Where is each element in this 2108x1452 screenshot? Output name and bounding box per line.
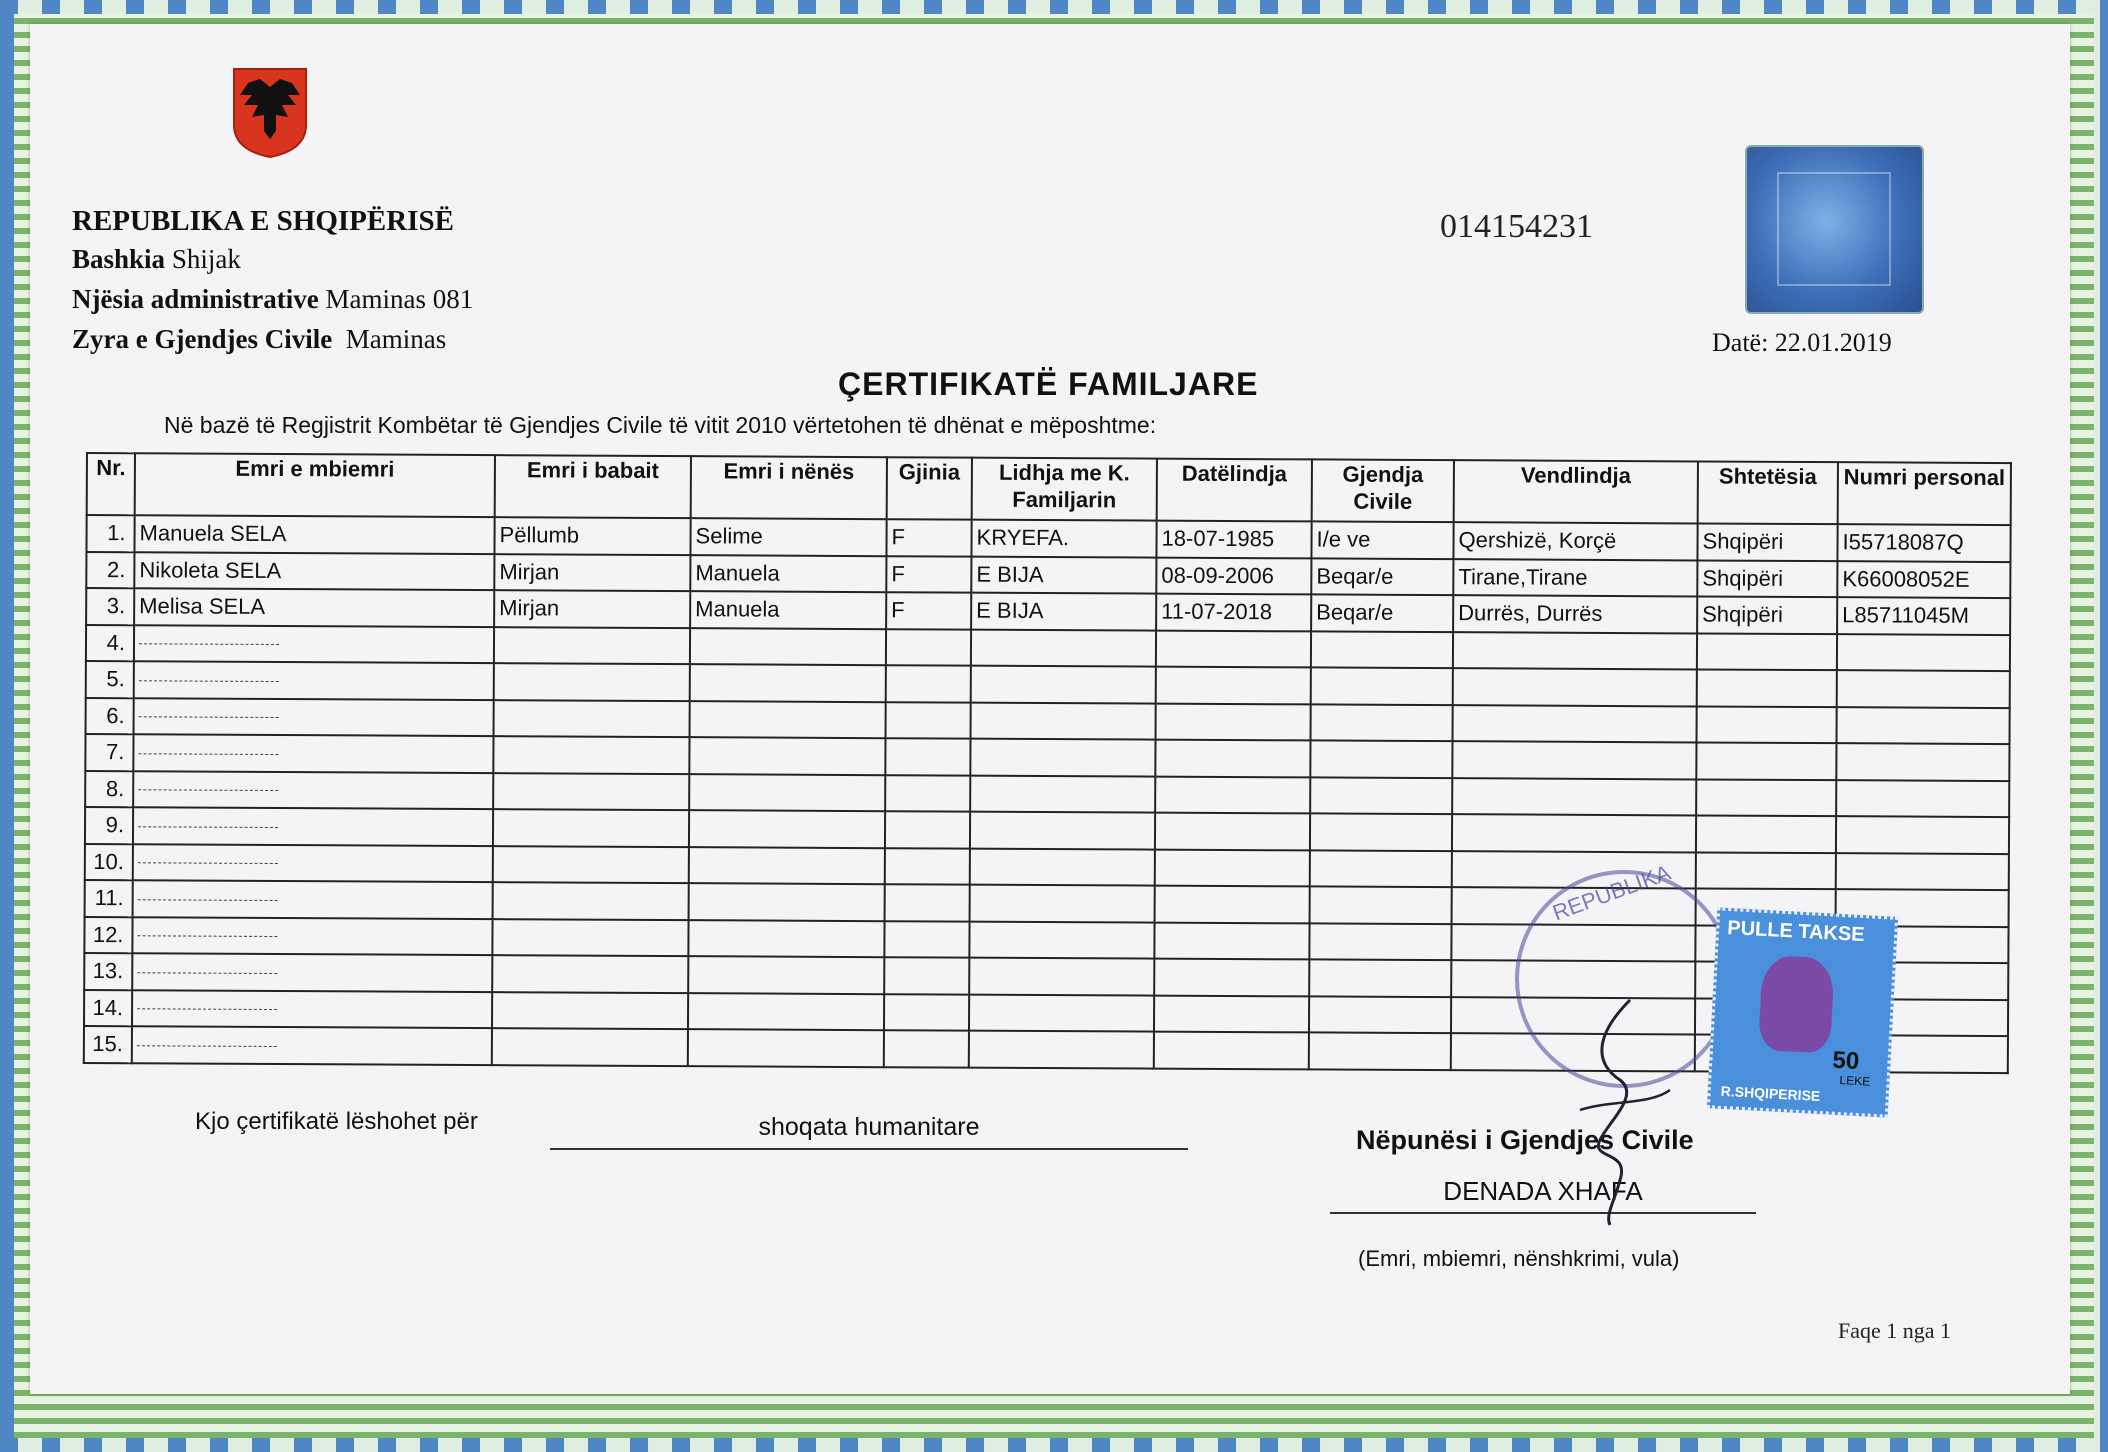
table-cell-civil bbox=[1310, 850, 1452, 887]
column-header: Vendlindja bbox=[1454, 460, 1698, 523]
table-cell-father bbox=[493, 882, 689, 920]
column-header: Numri personal bbox=[1838, 462, 2011, 525]
table-cell-gender: F bbox=[886, 519, 971, 556]
table-cell-name: Nikoleta SELA bbox=[134, 552, 494, 590]
table-cell-dob bbox=[1156, 667, 1311, 704]
table-cell-father bbox=[493, 809, 689, 847]
table-cell-relation: E BIJA bbox=[971, 556, 1156, 593]
table-cell-nr: 8. bbox=[85, 771, 133, 808]
table-cell-birthplace bbox=[1452, 814, 1696, 852]
table-cell-name bbox=[132, 1026, 492, 1064]
table-cell-father: Mirjan bbox=[494, 554, 690, 592]
blank-dashes bbox=[138, 753, 278, 755]
table-cell-name bbox=[132, 990, 492, 1028]
table-cell-name bbox=[134, 698, 494, 736]
office-line bbox=[72, 324, 446, 355]
issued-for-underline bbox=[550, 1148, 1188, 1150]
table-cell-civil bbox=[1310, 886, 1452, 923]
table-cell-gender bbox=[885, 811, 970, 848]
office-value: Maminas bbox=[345, 324, 447, 354]
table-cell-relation: E BIJA bbox=[971, 593, 1156, 630]
signature-icon bbox=[1560, 990, 1680, 1230]
table-cell-birthplace bbox=[1452, 778, 1696, 816]
column-header: Lidhja me K. Familjarin bbox=[972, 458, 1157, 521]
table-cell-relation bbox=[970, 812, 1155, 849]
table-cell-nr: 9. bbox=[85, 807, 133, 844]
table-cell-civil: Beqar/e bbox=[1311, 594, 1453, 631]
table-cell-gender bbox=[884, 957, 969, 994]
serial-number: 014154231 bbox=[1440, 208, 1593, 245]
blank-dashes bbox=[137, 936, 277, 938]
table-cell-name bbox=[133, 880, 493, 918]
table-cell-name bbox=[133, 734, 493, 772]
admin-unit-line bbox=[72, 284, 473, 315]
table-cell-mother bbox=[689, 774, 885, 812]
table-cell-dob: 18-07-1985 bbox=[1156, 521, 1311, 558]
issue-date: Datë: 22.01.2019 bbox=[1712, 328, 1892, 357]
table-cell-gender bbox=[885, 884, 970, 921]
blank-dashes bbox=[138, 790, 278, 792]
table-cell-relation bbox=[971, 702, 1156, 739]
table-cell-pid bbox=[1836, 853, 2009, 890]
table-cell-birthplace: Qershizë, Korçë bbox=[1453, 522, 1697, 560]
table-cell-nr: 2. bbox=[86, 552, 134, 589]
tax-stamp-country: R.SHQIPERISE bbox=[1720, 1082, 1821, 1105]
table-cell-nr: 3. bbox=[86, 588, 134, 625]
republic-name: REPUBLIKA E SHQIPËRISË bbox=[72, 205, 454, 237]
admin-unit-value: Maminas 081 bbox=[325, 284, 474, 314]
official-seal-text: REPUBLIKA bbox=[1549, 859, 1674, 926]
column-header: Gjinia bbox=[887, 457, 972, 519]
table-cell-relation bbox=[970, 739, 1155, 776]
column-header: Emri e mbiemri bbox=[135, 453, 495, 517]
table-cell-birthplace bbox=[1452, 741, 1696, 779]
table-cell-dob bbox=[1155, 849, 1310, 886]
table-header-row bbox=[87, 453, 2011, 525]
blank-dashes bbox=[137, 1009, 277, 1011]
table-cell-gender bbox=[884, 994, 969, 1031]
table-cell-pid bbox=[1837, 670, 2010, 707]
table-cell-dob bbox=[1155, 776, 1310, 813]
admin-unit-label: Njësia administrative bbox=[72, 284, 319, 314]
table-cell-pid bbox=[1837, 634, 2010, 671]
table-cell-nr: 11. bbox=[85, 880, 133, 917]
tax-stamp-currency: LEKE bbox=[1839, 1073, 1871, 1089]
table-cell-father bbox=[492, 992, 688, 1030]
table-cell-father: Pëllumb bbox=[494, 517, 690, 555]
tax-stamp-label: PULLE TAKSE bbox=[1726, 916, 1866, 947]
table-cell-dob bbox=[1154, 922, 1309, 959]
table-cell-mother bbox=[689, 883, 885, 921]
albanian-eagle-emblem-icon bbox=[230, 65, 310, 160]
table-cell-relation bbox=[970, 775, 1155, 812]
table-cell-pid: K66008052E bbox=[1837, 561, 2010, 598]
table-cell-gender bbox=[885, 738, 970, 775]
officer-title: Nëpunësi i Gjendjes Civile bbox=[1356, 1125, 1694, 1155]
table-cell-relation bbox=[969, 1031, 1154, 1068]
table-cell-nr: 15. bbox=[84, 1026, 132, 1063]
table-cell-father bbox=[493, 736, 689, 774]
blank-dashes bbox=[139, 717, 279, 719]
table-cell-relation bbox=[971, 666, 1156, 703]
table-cell-dob bbox=[1155, 740, 1310, 777]
hologram-icon bbox=[1745, 145, 1924, 314]
officer-underline bbox=[1330, 1212, 1756, 1214]
table-cell-civil: I/e ve bbox=[1311, 521, 1453, 558]
table-cell-name bbox=[133, 771, 493, 809]
table-cell-pid bbox=[1836, 816, 2009, 853]
table-cell-citizenship: Shqipëri bbox=[1697, 523, 1837, 560]
column-header: Emri i nënës bbox=[691, 456, 887, 519]
table-cell-father bbox=[492, 955, 688, 993]
column-header: Shtetësia bbox=[1698, 461, 1838, 524]
table-cell-civil: Beqar/e bbox=[1311, 558, 1453, 595]
table-cell-pid bbox=[1836, 743, 2009, 780]
table-cell-citizenship bbox=[1696, 742, 1836, 779]
table-cell-father bbox=[494, 700, 690, 738]
table-cell-civil bbox=[1309, 959, 1451, 996]
column-header: Emri i babait bbox=[495, 455, 691, 518]
table-cell-gender bbox=[885, 848, 970, 885]
table-cell-citizenship bbox=[1697, 669, 1837, 706]
table-cell-citizenship bbox=[1697, 706, 1837, 743]
page-number: Faqe 1 nga 1 bbox=[1838, 1318, 1952, 1343]
stamp-portrait-icon bbox=[1758, 955, 1835, 1054]
column-header: Datëlindja bbox=[1157, 459, 1312, 522]
table-cell-relation bbox=[970, 885, 1155, 922]
table-cell-mother bbox=[688, 956, 884, 994]
table-cell-name bbox=[134, 625, 494, 663]
blank-dashes bbox=[137, 972, 277, 974]
column-header: Nr. bbox=[87, 453, 135, 515]
table-cell-citizenship bbox=[1696, 852, 1836, 889]
table-cell-name bbox=[134, 661, 494, 699]
table-cell-father bbox=[492, 919, 688, 957]
table-cell-relation bbox=[969, 958, 1154, 995]
table-cell-citizenship: Shqipëri bbox=[1697, 596, 1837, 633]
issued-for-value: shoqata humanitare bbox=[758, 1113, 980, 1141]
table-cell-nr: 14. bbox=[84, 989, 132, 1026]
table-cell-father bbox=[493, 773, 689, 811]
table-cell-nr: 5. bbox=[86, 661, 134, 698]
table-cell-citizenship bbox=[1696, 779, 1836, 816]
blank-dashes bbox=[137, 1045, 277, 1047]
table-cell-dob bbox=[1155, 813, 1310, 850]
municipality-label: Bashkia bbox=[72, 244, 166, 274]
table-cell-mother bbox=[689, 847, 885, 885]
table-cell-father bbox=[494, 627, 690, 665]
table-cell-civil bbox=[1309, 923, 1451, 960]
table-cell-nr: 6. bbox=[86, 698, 134, 735]
table-cell-mother bbox=[690, 701, 886, 739]
table-cell-gender: F bbox=[886, 556, 971, 593]
table-cell-citizenship bbox=[1697, 633, 1837, 670]
table-cell-birthplace: Tirane,Tirane bbox=[1453, 559, 1697, 597]
table-cell-relation bbox=[970, 848, 1155, 885]
table-cell-birthplace bbox=[1453, 632, 1697, 670]
blank-dashes bbox=[138, 863, 278, 865]
table-cell-civil bbox=[1311, 704, 1453, 741]
table-cell-civil bbox=[1310, 777, 1452, 814]
table-cell-name: Manuela SELA bbox=[134, 515, 494, 553]
table-cell-birthplace bbox=[1453, 705, 1697, 743]
table-cell-name bbox=[132, 917, 492, 955]
table-cell-pid bbox=[1836, 780, 2009, 817]
table-cell-dob bbox=[1154, 959, 1309, 996]
table-cell-civil bbox=[1309, 996, 1451, 1033]
officer-note: (Emri, mbiemri, nënshkrimi, vula) bbox=[1358, 1246, 1680, 1271]
table-cell-birthplace bbox=[1453, 668, 1697, 706]
table-cell-gender bbox=[884, 1030, 969, 1067]
table-cell-name bbox=[132, 953, 492, 991]
table-cell-civil bbox=[1311, 631, 1453, 668]
table-cell-dob: 11-07-2018 bbox=[1156, 594, 1311, 631]
table-cell-mother bbox=[690, 664, 886, 702]
table-cell-dob bbox=[1154, 1032, 1309, 1069]
blank-dashes bbox=[138, 826, 278, 828]
table-cell-mother bbox=[688, 993, 884, 1031]
table-cell-citizenship: Shqipëri bbox=[1697, 560, 1837, 597]
table-cell-gender bbox=[884, 921, 969, 958]
table-cell-birthplace: Durrës, Durrës bbox=[1453, 595, 1697, 633]
table-cell-gender: F bbox=[886, 592, 971, 629]
table-cell-dob bbox=[1155, 886, 1310, 923]
table-cell-name: Melisa SELA bbox=[134, 588, 494, 626]
table-cell-dob: 08-09-2006 bbox=[1156, 557, 1311, 594]
table-cell-relation bbox=[971, 629, 1156, 666]
table-cell-nr: 10. bbox=[85, 843, 133, 880]
table-cell-gender bbox=[886, 665, 971, 702]
table-cell-pid: I55718087Q bbox=[1837, 524, 2010, 561]
table-cell-civil bbox=[1309, 1032, 1451, 1069]
table-cell-name bbox=[133, 844, 493, 882]
table-cell-nr: 4. bbox=[86, 625, 134, 662]
table-cell-father bbox=[494, 663, 690, 701]
table-cell-relation: KRYEFA. bbox=[971, 520, 1156, 557]
table-cell-relation bbox=[969, 994, 1154, 1031]
municipality-value: Shijak bbox=[171, 244, 241, 274]
office-label: Zyra e Gjendjes Civile bbox=[72, 324, 333, 354]
table-cell-nr: 12. bbox=[84, 916, 132, 953]
table-cell-mother: Selime bbox=[690, 518, 886, 556]
blank-dashes bbox=[138, 899, 278, 901]
intro-text: Në bazë të Regjistrit Kombëtar të Gjendjes Civile të vitit 2010 vërtetohen të dhënat e mëposhtme: bbox=[164, 412, 1157, 438]
issued-for-label: Kjo çertifikatë lëshohet për bbox=[195, 1108, 478, 1135]
table-cell-name bbox=[133, 807, 493, 845]
table-cell-gender bbox=[886, 629, 971, 666]
table-cell-gender bbox=[885, 775, 970, 812]
municipality-line bbox=[72, 244, 241, 275]
table-cell-mother bbox=[689, 737, 885, 775]
table-cell-civil bbox=[1310, 813, 1452, 850]
table-cell-citizenship bbox=[1696, 815, 1836, 852]
table-cell-nr: 7. bbox=[85, 734, 133, 771]
tax-stamp-value: 50 bbox=[1831, 1046, 1860, 1076]
table-cell-gender bbox=[886, 702, 971, 739]
table-cell-civil bbox=[1311, 667, 1453, 704]
table-cell-mother: Manuela bbox=[690, 555, 886, 593]
table-cell-mother bbox=[688, 1029, 884, 1067]
table-cell-nr: 13. bbox=[84, 953, 132, 990]
column-header: Gjendja Civile bbox=[1312, 459, 1454, 522]
table-cell-pid: L85711045M bbox=[1837, 597, 2010, 634]
table-cell-father bbox=[493, 846, 689, 884]
table-cell-mother bbox=[688, 920, 884, 958]
table-cell-nr: 1. bbox=[86, 515, 134, 552]
tax-stamp bbox=[1707, 907, 1898, 1117]
blank-dashes bbox=[139, 680, 279, 682]
table-cell-father: Mirjan bbox=[494, 590, 690, 628]
table-cell-dob bbox=[1156, 703, 1311, 740]
officer-name: DENADA XHAFA bbox=[1443, 1176, 1643, 1206]
table-cell-mother bbox=[690, 628, 886, 666]
table-cell-father bbox=[492, 1028, 688, 1066]
table-cell-mother: Manuela bbox=[690, 591, 886, 629]
table-cell-dob bbox=[1154, 995, 1309, 1032]
table-cell-civil bbox=[1310, 740, 1452, 777]
table-cell-relation bbox=[969, 921, 1154, 958]
blank-dashes bbox=[139, 644, 279, 646]
table-cell-pid bbox=[1836, 707, 2009, 744]
table-cell-dob bbox=[1156, 630, 1311, 667]
document-title: ÇERTIFIKATË FAMILJARE bbox=[838, 366, 1259, 402]
table-cell-mother bbox=[689, 810, 885, 848]
